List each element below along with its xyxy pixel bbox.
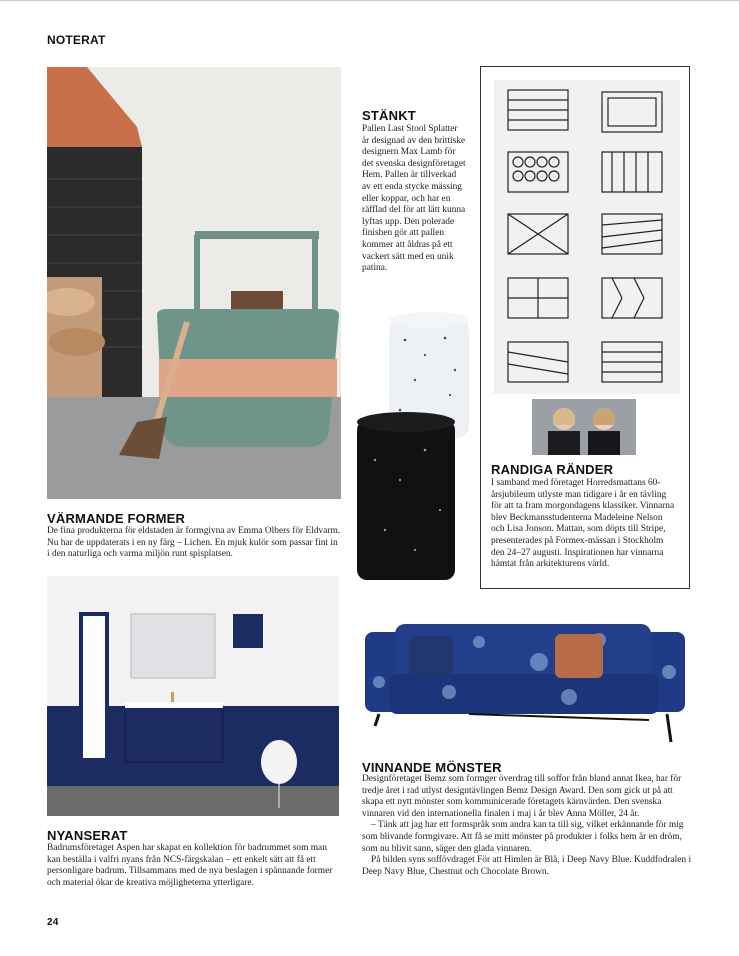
- randiga-title: RANDIGA RÄNDER: [491, 462, 614, 477]
- vinnande-paragraph-2: – Tänk att jag har ett formspråk som andra kan ta till sig, vilket erkännande för mig som blivande formgivare. Att få se mitt mönster på produkter i folks hem är en dröm, som nu blivit sann, säger den glada vinnaren.: [362, 820, 684, 854]
- sofa-photo: [359, 612, 691, 752]
- varmande-title: VÄRMANDE FORMER: [47, 511, 186, 526]
- vinnande-title: VINNANDE MÖNSTER: [362, 760, 502, 775]
- vinnande-paragraph-1: Designföretaget Bemz som formger överdrag till soffor från bland annat Ikea, har för tredje året i rad utlyst designtävlingen Bemz Design Award. Den som gick ut på att skapa ett nytt mönster som kommunicerade företagets kärnvärden. Den svenska vinnaren vid den internationella finalen i maj i år blev Anna Möller, 24 år.: [362, 774, 682, 819]
- stankt-body: Pallen Last Stool Splatter är designad av den brittiske designern Max Lamb för det svenska designföretaget Hem. Pallen är tillverkad av ett enda stycke mässing eller koppar, och har en räfflad del för att lätt kunna lyftas upp. Den polerade finishen gör att pallen kommer att åldras på ett vackert sätt med en unik patina.: [362, 124, 466, 274]
- varmande-body: De fina produkterna för eldstaden är formgivna av Emma Olbers för Eldvarm. Nu har de uppdaterats i en ny färg – Lichen. En mjuk kulör som passar fint in i den naturliga och varma miljön runt spisplatsen.: [47, 526, 341, 560]
- page-number: 24: [47, 917, 59, 928]
- stool-photo: [355, 310, 475, 582]
- nyanserat-body: Badrumsföretaget Aspen har skapat en kollektion för badrummet som man kan beställa i valfri nyans från NCS-färgskalan – ett enkelt sätt att få ett personligare badrum. Tillsammans med de nya beslagen i spännande former och material ökar de kreativa möjligheterna ytterligare.: [47, 843, 333, 888]
- randiga-body: I samband med företaget Horredsmattans 60-årsjubileum utlyste man tidigare i år en tävling för att ta fram morgondagens klassiker. Vinnarna blev Beckmansstudenterna Madeleine Nelson och Lisa Jonson. Mattan, som döpts till Stripe, presenterades på Formex-mässan i Stockholm den 24–27 augusti. Inspirationen har vinnarna hämtat från arkitekturens värld.: [491, 478, 675, 570]
- stankt-title: STÄNKT: [362, 108, 416, 123]
- vinnande-body: [362, 774, 692, 878]
- winners-photo: [532, 399, 636, 455]
- nyanserat-title: NYANSERAT: [47, 828, 128, 843]
- vinnande-paragraph-3: På bilden syns soffövdraget För att Himlen är Blå, i Deep Navy Blue. Kuddfodralen i Deep Navy Blue, Chestnut och Chocolate Brown.: [362, 855, 692, 877]
- rug-sketches: [494, 80, 680, 394]
- fireplace-photo: [47, 67, 341, 499]
- page-top-rule: [0, 0, 739, 1]
- bathroom-photo: [47, 576, 339, 816]
- section-label: NOTERAT: [47, 33, 106, 47]
